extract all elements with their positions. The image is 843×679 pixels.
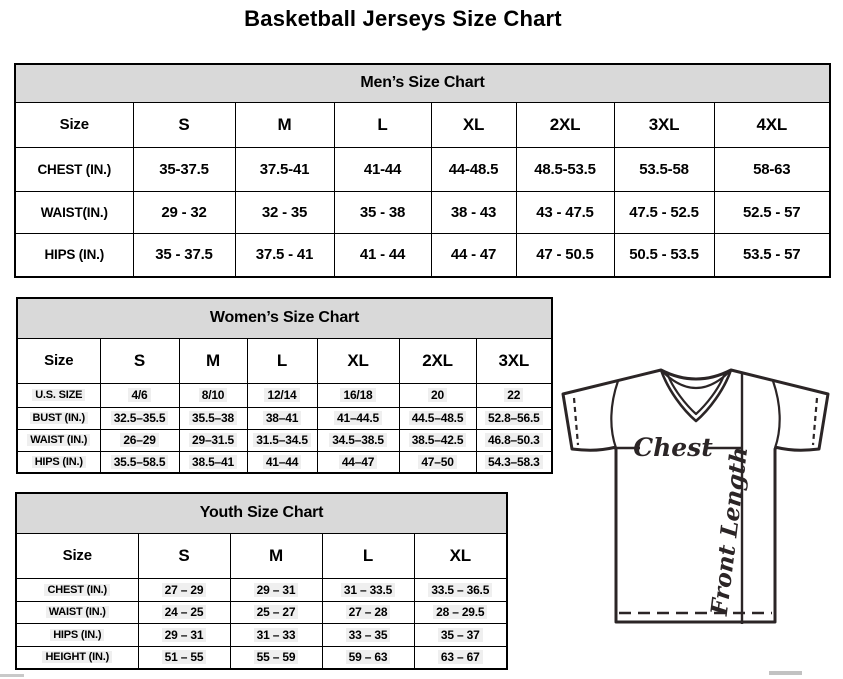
size-value-cell-text: 38–41: [263, 411, 301, 425]
size-value-cell-text: 33.5 – 36.5: [428, 583, 492, 597]
size-value-cell: [179, 429, 247, 451]
size-value-cell: [138, 578, 230, 601]
row-label: [17, 383, 100, 407]
row-label: [17, 407, 100, 429]
size-value-cell-text: 31 – 33.5: [341, 583, 395, 597]
size-value-cell: [414, 646, 507, 669]
size-value-cell: 47.5 - 52.5: [614, 191, 714, 233]
size-column-header: S: [133, 102, 235, 147]
size-column-header: L: [322, 533, 414, 578]
size-value-cell: [247, 451, 317, 473]
size-value-cell: [230, 646, 322, 669]
size-column-header: L: [334, 102, 431, 147]
size-value-cell: [138, 646, 230, 669]
size-value-cell: 41-44: [334, 147, 431, 191]
row-label-text: WAIST (IN.): [46, 606, 109, 618]
table-row: [16, 578, 507, 601]
size-value-cell-text: 29–31.5: [189, 433, 237, 447]
size-value-cell-text: 34.5–38.5: [329, 433, 387, 447]
left-cuff-dashed-line: [574, 398, 578, 445]
size-value-cell-text: 27 – 29: [162, 583, 207, 597]
chart-title-row: [17, 298, 552, 338]
size-value-cell-text: 63 – 67: [438, 650, 483, 664]
size-value-cell-text: 44.5–48.5: [409, 411, 467, 425]
size-value-cell: [399, 451, 476, 473]
size-value-cell-text: 20: [428, 388, 447, 402]
size-header-label: Size: [17, 338, 100, 383]
size-value-cell: 35 - 37.5: [133, 233, 235, 277]
size-value-cell: 44 - 47: [431, 233, 516, 277]
size-value-cell-text: 35 – 37: [438, 628, 483, 642]
size-value-cell: 50.5 - 53.5: [614, 233, 714, 277]
row-label-text: HIPS (IN.): [32, 456, 86, 468]
size-value-cell-text: 27 – 28: [346, 605, 391, 619]
chart-title-row: [16, 493, 507, 533]
size-value-cell-text: 54.3–58.3: [485, 455, 543, 469]
size-value-cell-text: 31.5–34.5: [253, 433, 311, 447]
size-value-cell: [230, 601, 322, 623]
table-row: [15, 147, 830, 191]
size-value-cell-text: 8/10: [199, 388, 228, 402]
row-label: [16, 578, 138, 601]
size-value-cell: [247, 383, 317, 407]
mens-size-chart-table: [14, 63, 831, 278]
size-column-header: 2XL: [399, 338, 476, 383]
size-value-cell: 37.5 - 41: [235, 233, 334, 277]
size-value-cell-text: 51 – 55: [162, 650, 207, 664]
size-column-header: M: [230, 533, 322, 578]
table-row: [17, 451, 552, 473]
size-value-cell: 35-37.5: [133, 147, 235, 191]
table-row: [16, 646, 507, 669]
size-value-cell: 41 - 44: [334, 233, 431, 277]
size-value-cell-text: 52.8–56.5: [485, 411, 543, 425]
scrollbar-fragment-left: [0, 674, 24, 677]
row-label-text: HIPS (IN.): [50, 629, 104, 641]
jersey-outline: [563, 370, 828, 622]
size-value-cell-text: 25 – 27: [254, 605, 299, 619]
size-value-cell-text: 4/6: [128, 388, 150, 402]
size-value-cell-text: 32.5–35.5: [111, 411, 169, 425]
left-sleeve-seam: [611, 381, 618, 448]
size-value-cell: 47 - 50.5: [516, 233, 614, 277]
size-column-header: 4XL: [714, 102, 830, 147]
size-value-cell: [179, 451, 247, 473]
size-value-cell: 44-48.5: [431, 147, 516, 191]
size-value-cell: [100, 407, 179, 429]
size-value-cell: 48.5-53.5: [516, 147, 614, 191]
size-column-header: L: [247, 338, 317, 383]
size-header-row: [17, 338, 552, 383]
size-column-header: 3XL: [476, 338, 552, 383]
size-value-cell: [179, 407, 247, 429]
table-row: [16, 601, 507, 623]
page-title: Basketball Jerseys Size Chart: [244, 6, 562, 31]
size-value-cell-text: 29 – 31: [162, 628, 207, 642]
row-label-text: BUST (IN.): [30, 412, 88, 424]
size-value-cell: [414, 623, 507, 646]
right-cuff-dashed-line: [813, 398, 817, 445]
size-value-cell-text: 29 – 31: [254, 583, 299, 597]
scrollbar-fragment-right: [769, 671, 802, 675]
front-length-label: Front Length: [705, 445, 754, 617]
size-value-cell-text: 35.5–58.5: [111, 455, 169, 469]
size-value-cell: [317, 407, 399, 429]
size-value-cell-text: 26–29: [120, 433, 158, 447]
size-value-cell-text: 38.5–41: [189, 455, 237, 469]
size-value-cell: [414, 578, 507, 601]
size-value-cell: [399, 383, 476, 407]
womens-size-chart-table: [16, 297, 553, 474]
size-value-cell: [247, 407, 317, 429]
size-value-cell-text: 31 – 33: [254, 628, 299, 642]
row-label: CHEST (IN.): [15, 147, 133, 191]
size-header-label: Size: [16, 533, 138, 578]
size-value-cell-text: 55 – 59: [254, 650, 299, 664]
size-header-row: [15, 102, 830, 147]
size-value-cell: 37.5-41: [235, 147, 334, 191]
size-value-cell: [247, 429, 317, 451]
chest-label: Chest: [633, 433, 713, 462]
size-value-cell: [476, 429, 552, 451]
size-value-cell: [179, 383, 247, 407]
size-value-cell: [138, 601, 230, 623]
size-value-cell-text: 46.8–50.3: [485, 433, 543, 447]
size-value-cell: [476, 451, 552, 473]
youth-size-chart-table: [15, 492, 508, 670]
size-value-cell: [322, 623, 414, 646]
row-label: [17, 429, 100, 451]
table-row: [17, 429, 552, 451]
size-value-cell: 58-63: [714, 147, 830, 191]
table-row: [15, 233, 830, 277]
right-sleeve-seam: [773, 381, 780, 448]
table-row: [17, 407, 552, 429]
size-value-cell: [322, 601, 414, 623]
size-value-cell: 53.5 - 57: [714, 233, 830, 277]
size-value-cell: 38 - 43: [431, 191, 516, 233]
size-column-header: M: [179, 338, 247, 383]
size-value-cell-text: 47–50: [418, 455, 456, 469]
jersey-measurement-diagram: [556, 358, 840, 630]
size-value-cell: [100, 429, 179, 451]
size-value-cell-text: 16/18: [340, 388, 375, 402]
size-column-header: 3XL: [614, 102, 714, 147]
size-value-cell: [399, 429, 476, 451]
size-value-cell-text: 44–47: [339, 455, 377, 469]
row-label-text: U.S. SIZE: [32, 389, 85, 401]
chart-title: Men’s Size Chart: [15, 64, 830, 102]
size-value-cell: [138, 623, 230, 646]
size-value-cell: [317, 451, 399, 473]
size-value-cell-text: 24 – 25: [162, 605, 207, 619]
size-value-cell: 52.5 - 57: [714, 191, 830, 233]
chart-title: Youth Size Chart: [16, 493, 507, 533]
size-value-cell: [476, 383, 552, 407]
size-column-header: XL: [431, 102, 516, 147]
row-label: [17, 451, 100, 473]
size-value-cell: 53.5-58: [614, 147, 714, 191]
row-label: [16, 646, 138, 669]
size-value-cell-text: 33 – 35: [346, 628, 391, 642]
size-column-header: XL: [414, 533, 507, 578]
row-label-text: WAIST (IN.): [27, 434, 90, 446]
size-value-cell: [322, 646, 414, 669]
size-value-cell: 35 - 38: [334, 191, 431, 233]
size-value-cell: 43 - 47.5: [516, 191, 614, 233]
size-value-cell-text: 12/14: [264, 388, 299, 402]
size-value-cell: [399, 407, 476, 429]
size-value-cell: [100, 451, 179, 473]
size-header-label: Size: [15, 102, 133, 147]
size-value-cell-text: 38.5–42.5: [409, 433, 467, 447]
row-label: [16, 601, 138, 623]
size-value-cell: [414, 601, 507, 623]
table-row: [17, 383, 552, 407]
size-value-cell: [317, 383, 399, 407]
size-value-cell-text: 35.5–38: [189, 411, 237, 425]
size-value-cell: [100, 383, 179, 407]
row-label-text: HEIGHT (IN.): [42, 651, 112, 663]
size-value-cell: 29 - 32: [133, 191, 235, 233]
size-value-cell: [322, 578, 414, 601]
size-column-header: S: [138, 533, 230, 578]
size-value-cell: 32 - 35: [235, 191, 334, 233]
table-row: [15, 191, 830, 233]
row-label: HIPS (IN.): [15, 233, 133, 277]
size-column-header: S: [100, 338, 179, 383]
size-value-cell-text: 59 – 63: [346, 650, 391, 664]
size-value-cell-text: 41–44: [263, 455, 301, 469]
size-value-cell: [230, 623, 322, 646]
size-column-header: 2XL: [516, 102, 614, 147]
size-header-row: [16, 533, 507, 578]
row-label: WAIST(IN.): [15, 191, 133, 233]
size-value-cell: [317, 429, 399, 451]
size-column-header: XL: [317, 338, 399, 383]
size-value-cell: [476, 407, 552, 429]
row-label-text: CHEST (IN.): [44, 584, 110, 596]
chart-title: Women’s Size Chart: [17, 298, 552, 338]
size-value-cell-text: 28 – 29.5: [433, 605, 487, 619]
size-value-cell-text: 22: [504, 388, 523, 402]
size-value-cell-text: 41–44.5: [334, 411, 382, 425]
size-column-header: M: [235, 102, 334, 147]
table-row: [16, 623, 507, 646]
chart-title-row: [15, 64, 830, 102]
row-label: [16, 623, 138, 646]
size-value-cell: [230, 578, 322, 601]
